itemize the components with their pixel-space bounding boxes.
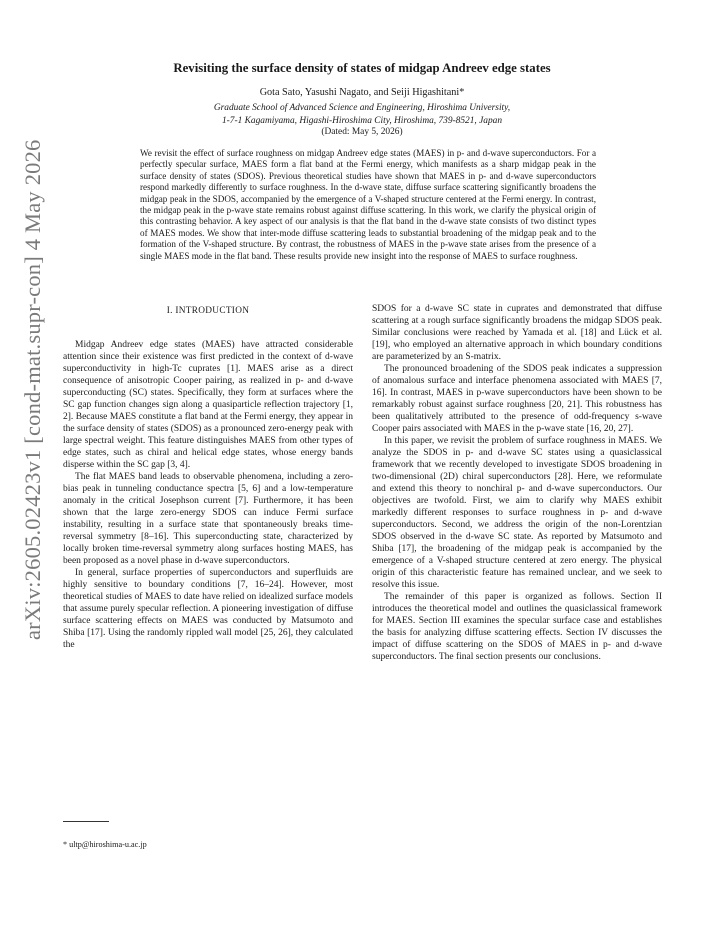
footnote-divider xyxy=(63,821,109,822)
footnote-email: * ultp@hiroshima-u.ac.jp xyxy=(63,840,147,849)
affiliation-line-2: 1-7-1 Kagamiyama, Higashi-Hiroshima City, Hiroshima, 739-8521, Japan xyxy=(221,116,503,126)
date-line: (Dated: May 5, 2026) xyxy=(321,127,403,137)
abstract: We revisit the effect of surface roughness on midgap Andreev edge states (MAES) in p- and d-wave superconductors. For a perfectly specular surface, MAES form a flat band at the Fermi energy, which manifests as a sharp midgap peak in the surface density of states (SDOS). Previous theoretical studies have shown that MAES in p- and d-wave superconductors respond markedly differently to surface roughness. In the d-wave state, diffuse surface scattering significantly broadens the midgap peak in the SDOS, accompanied by the emergence of a V-shaped structure centered at the Fermi energy. In contrast, the midgap peak in the p-wave state remains robust against diffuse scattering. In this work, we clarify the physical origin of this contrasting behavior. A key aspect of our analysis is that the flat band in the d-wave state consists of two distinct types of MAES modes. We show that inter-mode diffuse scattering leads to substantial broadening of the midgap peak and to the formation of the V-shaped structure. By contrast, the robustness of MAES in the p-wave state arises from the presence of a single MAES mode in the flat band. These results provide new insight into the response of MAES to surface roughness. xyxy=(140,148,596,261)
paragraph: In general, surface properties of superconductors and superfluids are highly sensitive to boundary conditions [7, 16–24]. However, most theoretical studies of MAES to date have relied on idealized surface models that assume purely specular reflection. A pioneering investigation of diffuse surface scattering effects on MAES was conducted by Matsumoto and Shiba [17]. Using the randomly rippled wall model [25, 26], they calculated the xyxy=(63,568,353,650)
right-column xyxy=(372,303,662,663)
paragraph: The remainder of this paper is organized as follows. Section II introduces the theoretical model and outlines the quasiclassical framework for MAES. Section III examines the specular surface case and establishes the basis for analyzing diffuse scattering effects. Section IV discusses the impact of diffuse scattering on the SDOS of MAES in p- and d-wave superconductors. The final section presents our conclusions. xyxy=(372,592,662,662)
paragraph: Midgap Andreev edge states (MAES) have attracted considerable attention since their existence was first predicted in the context of d-wave superconductivity in high-Tc cuprates [1]. MAES arise as a direct consequence of anisotropic Cooper pairing, as realized in p- and d-wave superconducting (SC) states. Specifically, they form at surfaces where the SC gap function changes sign along a quasiparticle reflection trajectory [1, 2]. Because MAES constitute a flat band at the Fermi energy, they appear in the surface density of states (SDOS) as a pronounced zero-energy peak with large spectral weight. This feature distinguishes MAES from other types of edge states, such as chiral and helical edge states, whose energy bands disperse within the SC gap [3, 4]. xyxy=(63,340,353,470)
paragraph: The pronounced broadening of the SDOS peak indicates a suppression of anomalous surface and interface phenomena associated with MAES [7, 16]. In contrast, MAES in p-wave superconductors have been shown to be remarkably robust against surface roughness [20, 21]. This robustness has been qualitatively attributed to the presence of odd-frequency s-wave Cooper pairs associated with MAES in the p-wave state [16, 20, 27]. xyxy=(372,364,662,434)
paper-title: Revisiting the surface density of states of midgap Andreev edge states xyxy=(173,61,551,75)
section-heading-introduction: I. INTRODUCTION xyxy=(166,306,250,316)
arxiv-identifier: arXiv:2605.02423v1 [cond-mat.supr-con] 4 May 2026 xyxy=(20,139,45,640)
paragraph: SDOS for a d-wave SC state in cuprates and demonstrated that diffuse scattering at a rough surface significantly broadens the midgap SDOS peak. Similar conclusions were reached by Yamada et al. [18] and Lück et al. [19], who employed an alternative approach in which boundary conditions are parameterized by an S-matrix. xyxy=(372,304,662,362)
author-list: Gota Sato, Yasushi Nagato, and Seiji Higashitani* xyxy=(259,87,465,98)
affiliation-line-1: Graduate School of Advanced Science and Engineering, Hiroshima University, xyxy=(213,103,511,113)
paragraph: In this paper, we revisit the problem of surface roughness in MAES. We analyze the SDOS in p- and d-wave SC states using a quasiclassical framework that we recently developed to investigate SDOS broadening in two-dimensional (2D) chiral superconductors [28]. Here, we reformulate and extend this theory to nonchiral p- and d-wave superconductors. Our objectives are twofold. First, we aim to clarify why MAES exhibit markedly different responses to surface roughness in p- and d-wave superconductors. Second, we address the origin of the non-Lorentzian SDOS observed in the d-wave SC state. As reported by Matsumoto and Shiba [17], the broadening of the midgap peak is accompanied by the emergence of a V-shaped structure centered at zero energy. The physical origin of this characteristic feature has remained unclear, and we seek to resolve this issue. xyxy=(372,436,662,590)
affiliation xyxy=(64,102,660,128)
paragraph: The flat MAES band leads to observable phenomena, including a zero-bias peak in tunneling conductance spectra [5, 6] and a low-temperature anomaly in the critical Josephson current [7]. Furthermore, it has been shown that the large zero-energy SDOS can induce Fermi surface instability, resulting in a surface state that spontaneously breaks time-reversal symmetry [8–16]. This superconducting state, characterized by locally broken time-reversal symmetry along surfaces hosting MAES, has been proposed as a novel phase in d-wave superconductors. xyxy=(63,472,353,566)
left-column xyxy=(63,305,353,651)
